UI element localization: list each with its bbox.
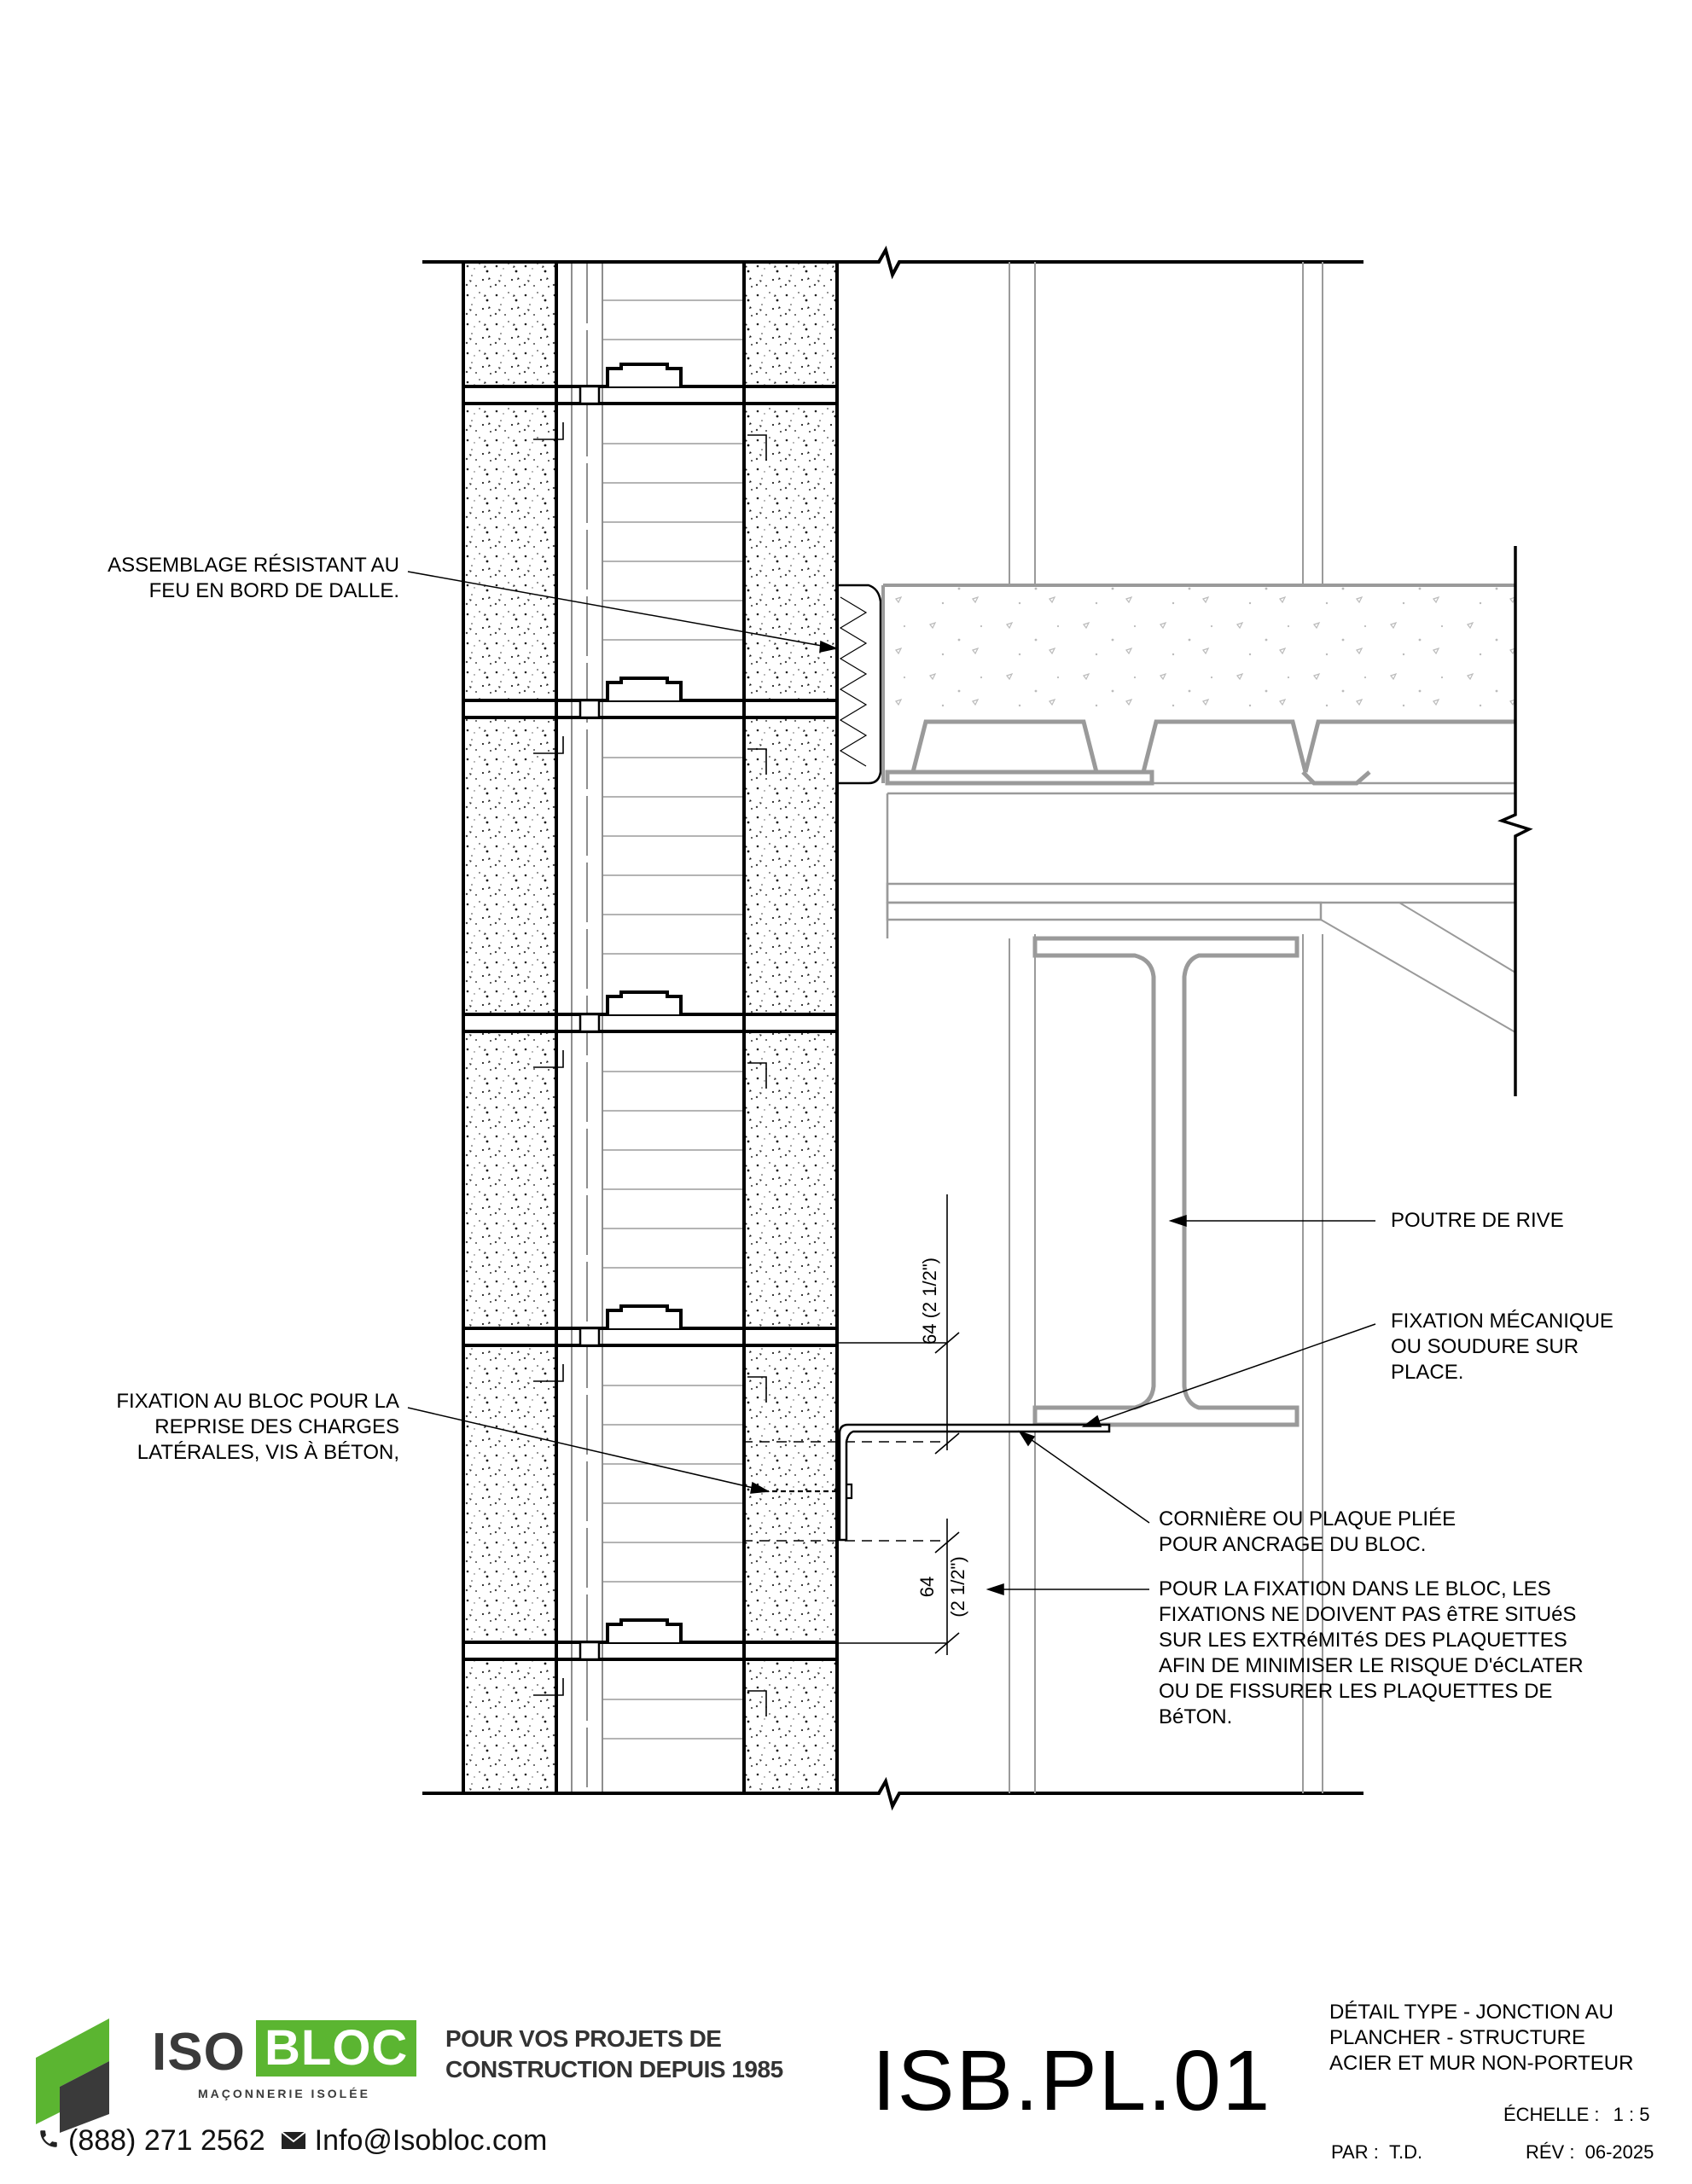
logo-bloc-text: BLOC: [256, 2020, 416, 2077]
note-block-fixation: FIXATION AU BLOC POUR LA REPRISE DES CHARGES LATÉRALES, VIS À BÉTON,: [116, 1390, 399, 1464]
revision-row: [1526, 2141, 1654, 2164]
dim-upper: 64 (2 1/2"): [919, 1258, 940, 1345]
revision-label: RÉV :: [1526, 2141, 1575, 2163]
scale-value: 1 : 5: [1613, 2104, 1650, 2125]
note-edge-beam: POUTRE DE RIVE: [1391, 1209, 1564, 1232]
company-tagline: POUR VOS PROJETS DE CONSTRUCTION DEPUIS 1985: [445, 2025, 783, 2082]
note-fixation-warning: POUR LA FIXATION DANS LE BLOC, LES FIXATIONS NE DOIVENT PAS êTRE SITUéS SUR LES EXTRéMITéS DES PLAQUETTES AFIN DE MINIMISER LE RISQUE D'éCLATER OU DE FISSURER LES PLAQUETTES DE BéTON.: [1159, 1577, 1584, 1728]
edge-beam: [1035, 938, 1297, 1425]
note-fire-assembly: ASSEMBLAGE RÉSISTANT AU FEU EN BORD DE DALLE.: [108, 554, 399, 602]
logo-iso-text: ISO: [152, 2023, 246, 2082]
isobloc-logo: [36, 2012, 411, 2114]
phone-number[interactable]: (888) 271 2562: [68, 2124, 265, 2157]
concrete-face-interior: [746, 264, 835, 1792]
revision-value: 06-2025: [1584, 2141, 1654, 2163]
author-row: [1331, 2141, 1422, 2164]
author-value: T.D.: [1388, 2141, 1423, 2163]
phone-icon: [38, 2124, 60, 2158]
steel-structure: [883, 262, 1515, 1793]
metal-deck: [887, 722, 1515, 783]
email-address[interactable]: Info@Isobloc.com: [314, 2124, 548, 2157]
note-mechanical-fixation: FIXATION MÉCANIQUE OU SOUDURE SUR PLACE.: [1391, 1310, 1614, 1384]
scale-label: ÉCHELLE :: [1503, 2104, 1600, 2125]
contact-info: [38, 2124, 547, 2158]
scale-row: [1503, 2104, 1649, 2126]
dim-lower-imperial: (2 1/2"): [947, 1556, 968, 1618]
author-label: PAR :: [1331, 2141, 1379, 2163]
top-break-line: [422, 250, 1363, 275]
concrete-face-exterior: [465, 264, 555, 1792]
logo-subtitle: MAÇONNERIE ISOLÉE: [198, 2087, 370, 2100]
email-icon: [281, 2124, 306, 2158]
insulation-lines: [602, 300, 742, 1739]
note-angle: CORNIÈRE OU PLAQUE PLIÉE POUR ANCRAGE DU BLOC.: [1159, 1507, 1457, 1556]
drawing-number: ISB.PL.01: [872, 2033, 1272, 2129]
masonry-wall: [422, 250, 1363, 1806]
dim-lower-value: 64: [916, 1576, 938, 1598]
firestop-assembly: [839, 585, 883, 783]
detail-title: DÉTAIL TYPE - JONCTION AU PLANCHER - STRUCTURE ACIER ET MUR NON-PORTEUR: [1329, 2001, 1634, 2075]
bottom-break-line: [422, 1781, 1363, 1806]
